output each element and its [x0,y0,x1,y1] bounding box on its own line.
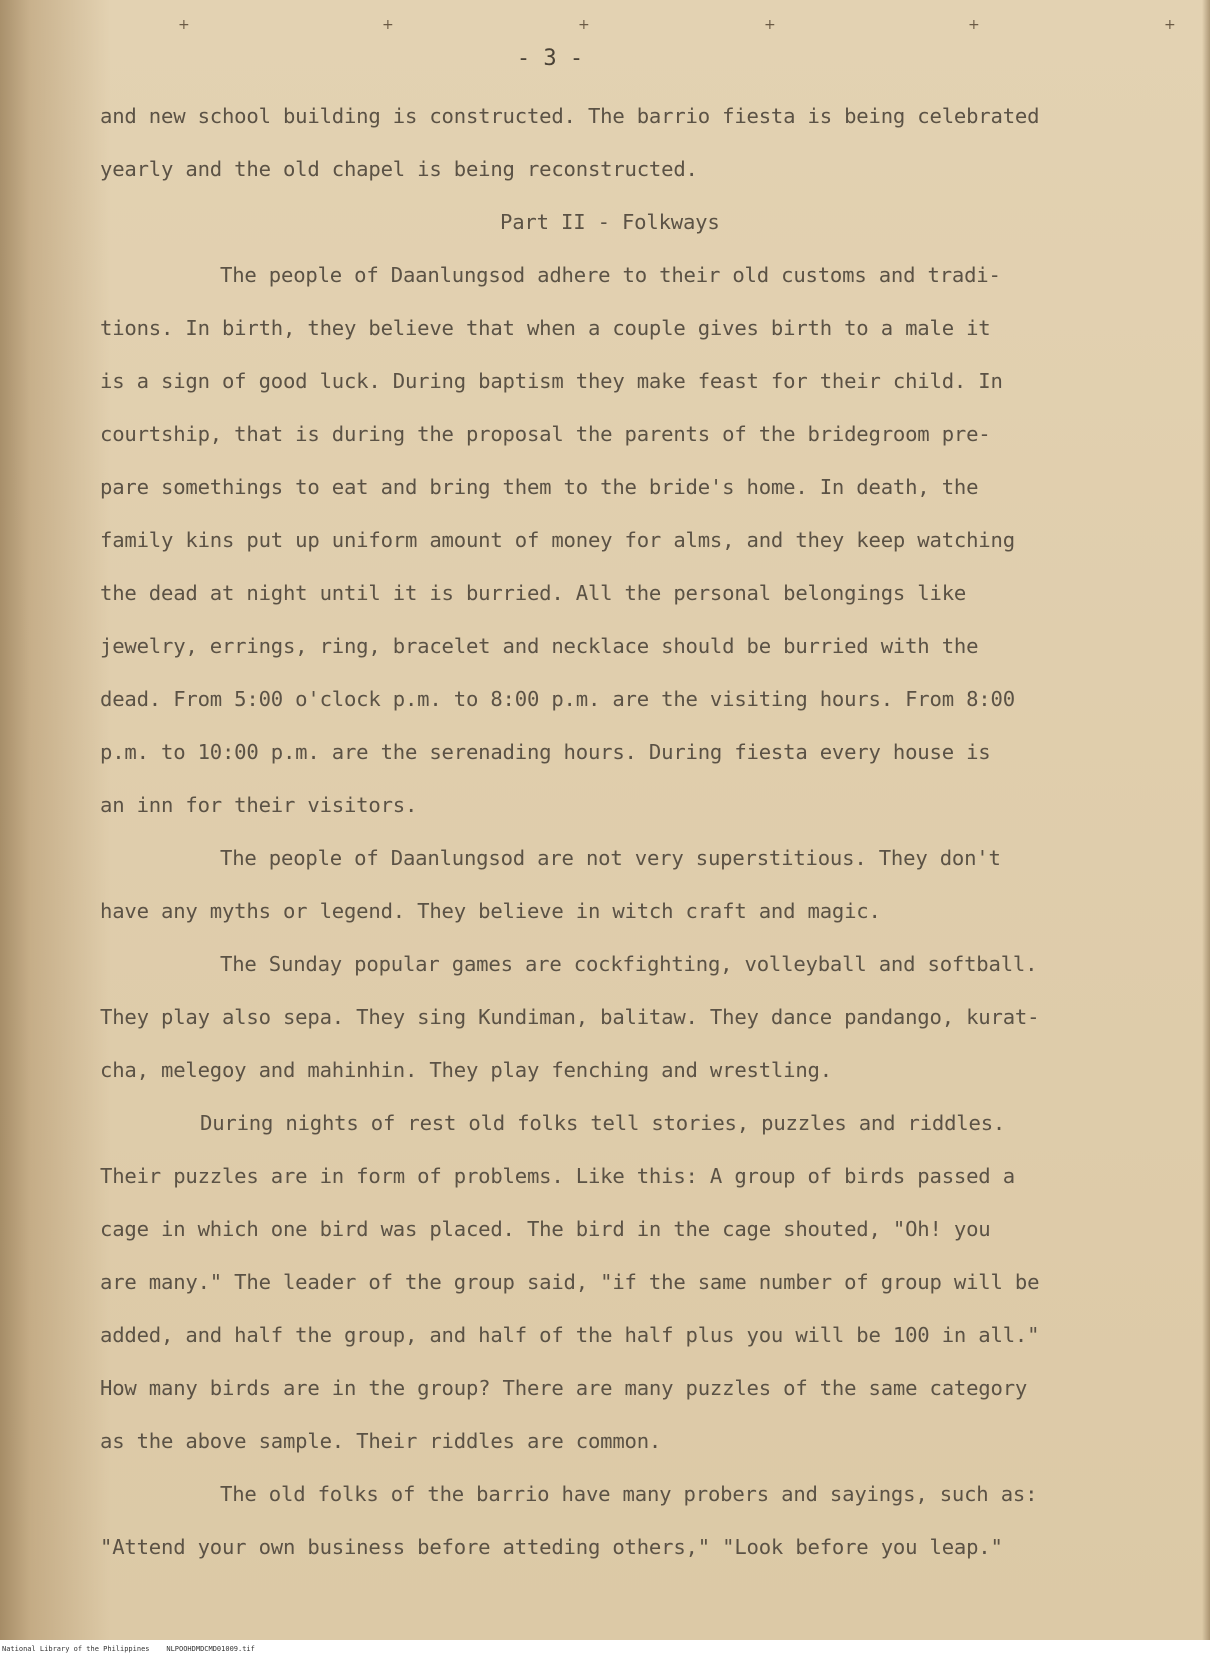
binding-hole-mark: + [578,17,590,33]
text-line: pare somethings to eat and bring them to the bride's home. In death, the [100,475,979,499]
text-line: have any myths or legend. They believe in witch craft and magic. [100,899,881,923]
text-line: p.m. to 10:00 p.m. are the serenading hours. During fiesta every house is [100,740,991,764]
page-number: - 3 - [516,46,584,71]
text-line: The people of Daanlungsod are not very superstitious. They don't [220,846,1001,870]
text-line: is a sign of good luck. During baptism they make feast for their child. In [100,369,1003,393]
text-line: The old folks of the barrio have many probers and sayings, such as: [220,1482,1038,1506]
text-line: family kins put up uniform amount of money for alms, and they keep watching [100,528,1015,552]
text-line: The people of Daanlungsod adhere to their old customs and tradi- [220,263,1001,287]
text-line: the dead at night until it is burried. All the personal belongings like [100,581,967,605]
binding-hole-mark: + [178,17,190,33]
text-line: tions. In birth, they believe that when a couple gives birth to a male it [100,316,991,340]
section-heading: Part II - Folkways [500,210,720,234]
text-line: as the above sample. Their riddles are common. [100,1429,662,1453]
binding-hole-mark: + [1164,17,1176,33]
text-line: an inn for their visitors. [100,793,418,817]
text-line: During nights of rest old folks tell stories, puzzles and riddles. [200,1111,1006,1135]
text-line: Their puzzles are in form of problems. Like this: A group of birds passed a [100,1164,1015,1188]
text-line: jewelry, errings, ring, bracelet and necklace should be burried with the [100,634,979,658]
text-line: and new school building is constructed. The barrio fiesta is being celebrated [100,104,1040,128]
body-text [100,90,1140,1574]
page-edge-shadow [1202,0,1210,1640]
text-line: How many birds are in the group? There are many puzzles of the same category [100,1376,1028,1400]
text-line: added, and half the group, and half of the half plus you will be 100 in all." [100,1323,1040,1347]
text-line: dead. From 5:00 o'clock p.m. to 8:00 p.m. are the visiting hours. From 8:00 [100,687,1015,711]
text-line: cage in which one bird was placed. The bird in the cage shouted, "Oh! you [100,1217,991,1241]
text-line: yearly and the old chapel is being reconstructed. [100,157,698,181]
text-line: are many." The leader of the group said, "if the same number of group will be [100,1270,1040,1294]
binding-hole-mark: + [382,17,394,33]
binding-hole-mark: + [764,17,776,33]
text-line: They play also sepa. They sing Kundiman, balitaw. They dance pandango, kurat- [100,1005,1040,1029]
text-line: cha, melegoy and mahinhin. They play fenching and wrestling. [100,1058,832,1082]
text-line: The Sunday popular games are cockfighting, volleyball and softball. [220,952,1038,976]
binding-hole-mark: + [968,17,980,33]
text-line: "Attend your own business before atteding others," "Look before you leap." [100,1535,1003,1559]
text-line: courtship, that is during the proposal the parents of the bridegroom pre- [100,422,991,446]
scan-footer: National Library of the Philippines NLPOOHDMDCMD01009.tif [0,1640,1210,1658]
